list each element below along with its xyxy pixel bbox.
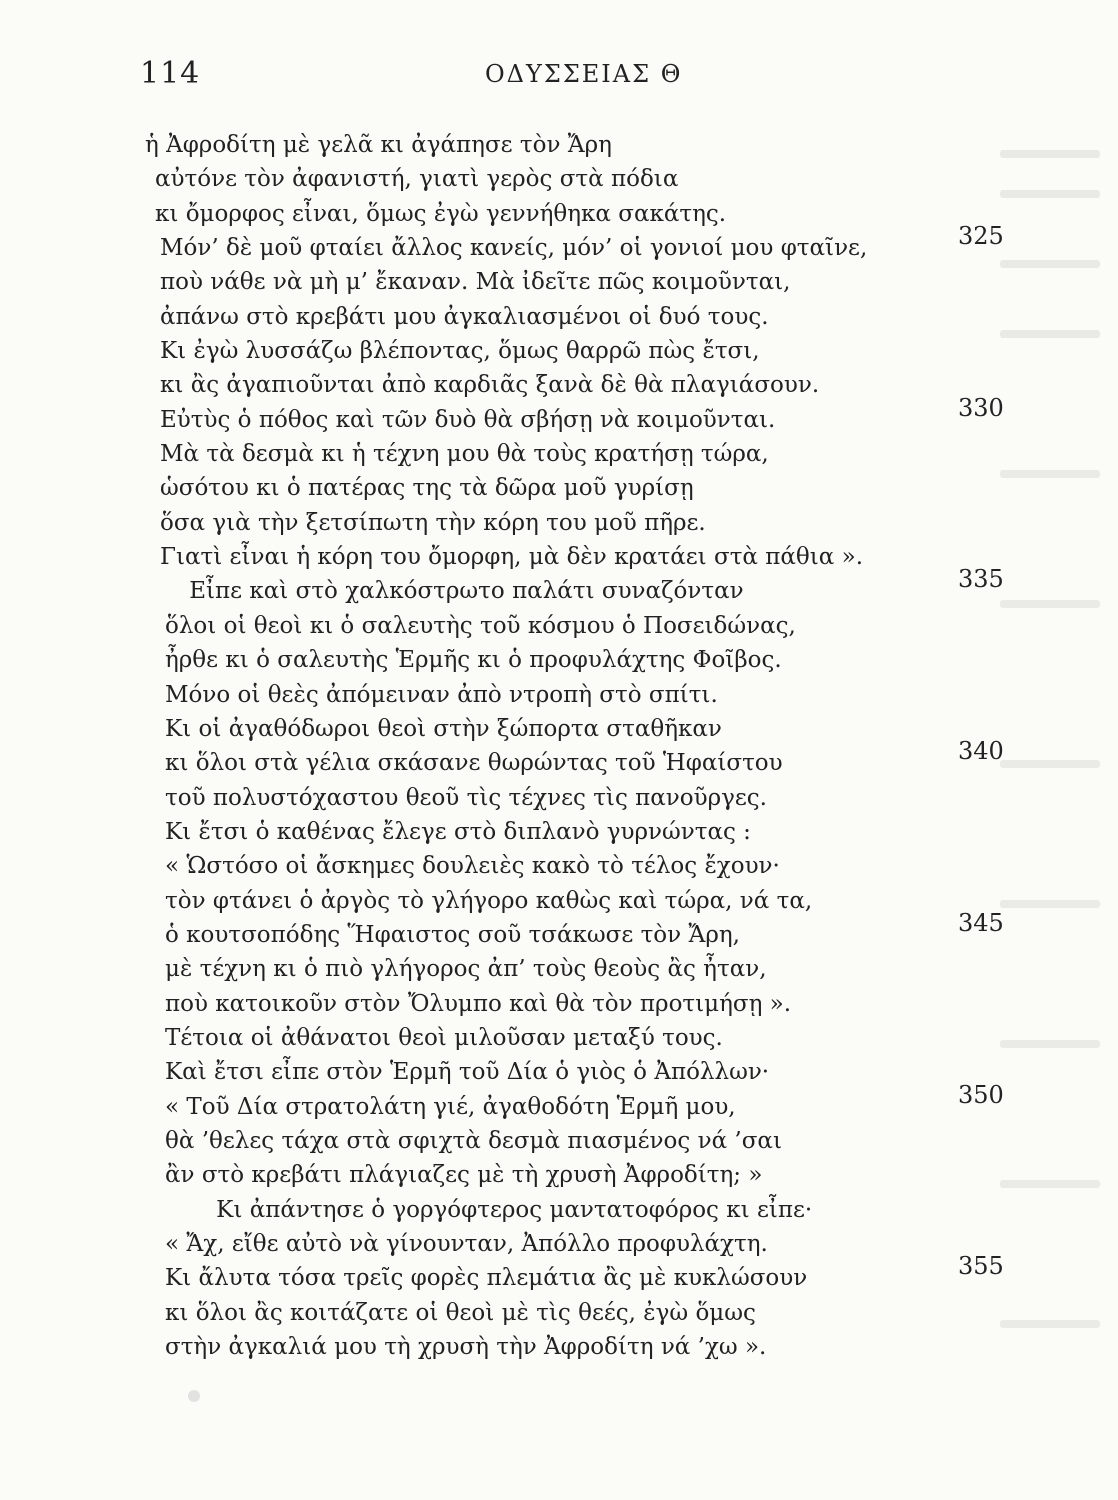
verse-text: ὅλοι οἱ θεοὶ κι ὁ σαλευτὴς τοῦ κόσμου ὁ Ποσειδώνας,	[165, 612, 796, 639]
verse-line	[0, 1227, 1118, 1261]
verse-text: Μὰ τὰ δεσμὰ κι ἡ τέχνη μου θὰ τοὺς κρατήσῃ τώρα,	[160, 441, 769, 468]
verse-text: Μόνο οἱ θεὲς ἀπόμειναν ἀπὸ ντροπὴ στὸ σπίτι.	[165, 681, 718, 708]
print-speck	[188, 1390, 200, 1402]
verse-text: κι ὄμορφος εἶναι, ὅμως ἐγὼ γεννήθηκα σακάτης.	[155, 200, 727, 227]
verse-line	[0, 987, 1118, 1021]
page-number: 114	[140, 56, 201, 91]
running-title: ΟΔΥΣΣΕΙΑΣ Θ	[485, 60, 683, 88]
verse-text: ὡσότου κι ὁ πατέρας της τὰ δῶρα μοῦ γυρίσῃ	[160, 475, 694, 502]
line-number: 345	[958, 908, 1004, 937]
verse-line	[0, 678, 1118, 712]
line-number: 335	[958, 565, 1004, 594]
verse-text: ἀπάνω στὸ κρεβάτι μου ἀγκαλιασμένοι οἱ δυό τους.	[160, 303, 769, 330]
verse-line	[0, 1252, 1118, 1295]
verse-text: Καὶ ἔτσι εἶπε στὸν Ἑρμῆ τοῦ Δία ὁ γιὸς ὁ Ἀπόλλων·	[165, 1059, 770, 1086]
verse-text: θὰ ’θελες τάχα στὰ σφιχτὰ δεσμὰ πιασμένος νά ’σαι	[165, 1127, 782, 1154]
verse-text: « Ἄχ, εἴθε αὐτὸ νὰ γίνουνταν, Ἀπόλλο προφυλάχτη.	[165, 1231, 768, 1257]
verse-text: « Τοῦ Δία στρατολάτη γιέ, ἀγαθοδότη Ἑρμῆ μου,	[165, 1093, 736, 1120]
verse-line	[0, 1296, 1118, 1330]
verse-line	[0, 1055, 1118, 1089]
verse-line	[0, 1124, 1118, 1158]
verse-line	[0, 849, 1118, 883]
verse-line	[0, 952, 1118, 986]
verse-text: Εὐτὺς ὁ πόθος καὶ τῶν δυὸ θὰ σβήσῃ νὰ κοιμοῦνται.	[160, 406, 776, 433]
verse-text: Κι ἔτσι ὁ καθένας ἔλεγε στὸ διπλανὸ γυρνώντας :	[165, 818, 751, 845]
verse-line	[0, 884, 1118, 918]
verse-text: τὸν φτάνει ὁ ἀργὸς τὸ γλήγορο καθὼς καὶ τώρα, νά τα,	[165, 887, 813, 914]
verse-line	[0, 128, 1118, 162]
verse-text: κι ὅλοι ἂς κοιτάζατε οἱ θεοὶ μὲ τὶς θεές, ἐγὼ ὅμως	[165, 1299, 756, 1326]
verse-text: κι ὅλοι στὰ γέλια σκάσανε θωρώντας τοῦ Ἡφαίστου	[165, 750, 783, 777]
verse-line	[0, 1021, 1118, 1055]
verse-line	[0, 197, 1118, 231]
verse-line	[0, 712, 1118, 746]
verse-text: τοῦ πολυστόχαστου θεοῦ τὶς τέχνες τὶς πανοῦργες.	[165, 784, 767, 811]
line-number: 350	[958, 1080, 1004, 1109]
verse-line	[0, 540, 1118, 574]
verse-text: ἦρθε κι ὁ σαλευτὴς Ἑρμῆς κι ὁ προφυλάχτης Φοῖβος.	[165, 647, 782, 674]
verse-line	[0, 1193, 1118, 1227]
verse-text: ὅσα γιὰ τὴν ξετσίπωτη τὴν κόρη του μοῦ πῆρε.	[160, 509, 706, 536]
verse-line	[0, 1080, 1118, 1124]
line-number: 330	[958, 393, 1004, 422]
verse-text: στὴν ἀγκαλιά μου τὴ χρυσὴ τὴν Ἀφροδίτη νά ’χω ».	[165, 1334, 767, 1361]
verse-text: ὁ κουτσοπόδης Ἥφαιστος σοῦ τσάκωσε τὸν Ἄρη,	[165, 921, 740, 948]
verse-text: Κι ἐγὼ λυσσάζω βλέποντας, ὅμως θαρρῶ πὼς ἔτσι,	[160, 338, 760, 365]
verse-text: Εἶπε καὶ στὸ χαλκόστρωτο παλάτι συναζόνταν	[160, 578, 744, 605]
verse-line	[0, 908, 1118, 952]
verse-line	[0, 643, 1118, 677]
verse-text: Τέτοια οἱ ἀθάνατοι θεοὶ μιλοῦσαν μεταξύ τους.	[165, 1024, 723, 1051]
verse-text: Μόν’ δὲ μοῦ φταίει ἄλλος κανείς, μόν’ οἱ γονιοί μου φταῖνε,	[160, 235, 868, 262]
verse-line	[0, 368, 1118, 402]
verse-line	[0, 565, 1118, 608]
line-number: 325	[958, 222, 1004, 251]
verse-text: ποὺ νάθε νὰ μὴ μ’ ἔκαναν. Μὰ ἰδεῖτε πῶς κοιμοῦνται,	[160, 269, 791, 296]
verse-line	[0, 222, 1118, 265]
line-number: 355	[958, 1252, 1004, 1281]
verse-line	[0, 1158, 1118, 1192]
verse-text: Κι ἀπάντησε ὁ γοργόφτερος μαντατοφόρος κι εἶπε·	[165, 1196, 813, 1223]
verse-text: ποὺ κατοικοῦν στὸν Ὄλυμπο καὶ θὰ τὸν προτιμήσῃ ».	[165, 990, 792, 1017]
verse-line	[0, 815, 1118, 849]
verse-text: κι ἂς ἀγαπιοῦνται ἀπὸ καρδιᾶς ξανὰ δὲ θὰ πλαγιάσουν.	[160, 372, 820, 399]
verse-block	[0, 128, 1118, 1364]
verse-text: αὐτόνε τὸν ἀφανιστή, γιατὶ γερὸς στὰ πόδια	[155, 166, 679, 193]
verse-line	[0, 471, 1118, 505]
verse-text: Γιατὶ εἶναι ἡ κόρη του ὄμορφη, μὰ δὲν κρατάει στὰ πάθια ».	[160, 544, 864, 571]
verse-line	[0, 162, 1118, 196]
verse-text: ἂν στὸ κρεβάτι πλάγιαζες μὲ τὴ χρυσὴ Ἀφροδίτη; »	[165, 1162, 763, 1189]
verse-line	[0, 300, 1118, 334]
verse-line	[0, 334, 1118, 368]
verse-line	[0, 737, 1118, 780]
verse-text: μὲ τέχνη κι ὁ πιὸ γλήγορος ἀπ’ τοὺς θεοὺς ἂς ἦταν,	[165, 956, 767, 983]
verse-text: « Ὡστόσο οἱ ἄσκημες δουλειὲς κακὸ τὸ τέλος ἔχουν·	[165, 853, 780, 880]
verse-line	[0, 781, 1118, 815]
verse-line	[0, 1330, 1118, 1364]
verse-line	[0, 506, 1118, 540]
verse-line	[0, 437, 1118, 471]
verse-line	[0, 265, 1118, 299]
verse-text: Κι ἄλυτα τόσα τρεῖς φορὲς πλεμάτια ἂς μὲ κυκλώσουν	[165, 1265, 808, 1292]
verse-line	[0, 609, 1118, 643]
verse-text: ἡ Ἀφροδίτη μὲ γελᾶ κι ἀγάπησε τὸν Ἄρη	[145, 132, 612, 158]
verse-text: Κι οἱ ἀγαθόδωροι θεοὶ στὴν ξώπορτα σταθῆκαν	[165, 715, 722, 742]
line-number: 340	[958, 737, 1004, 766]
verse-line	[0, 393, 1118, 437]
